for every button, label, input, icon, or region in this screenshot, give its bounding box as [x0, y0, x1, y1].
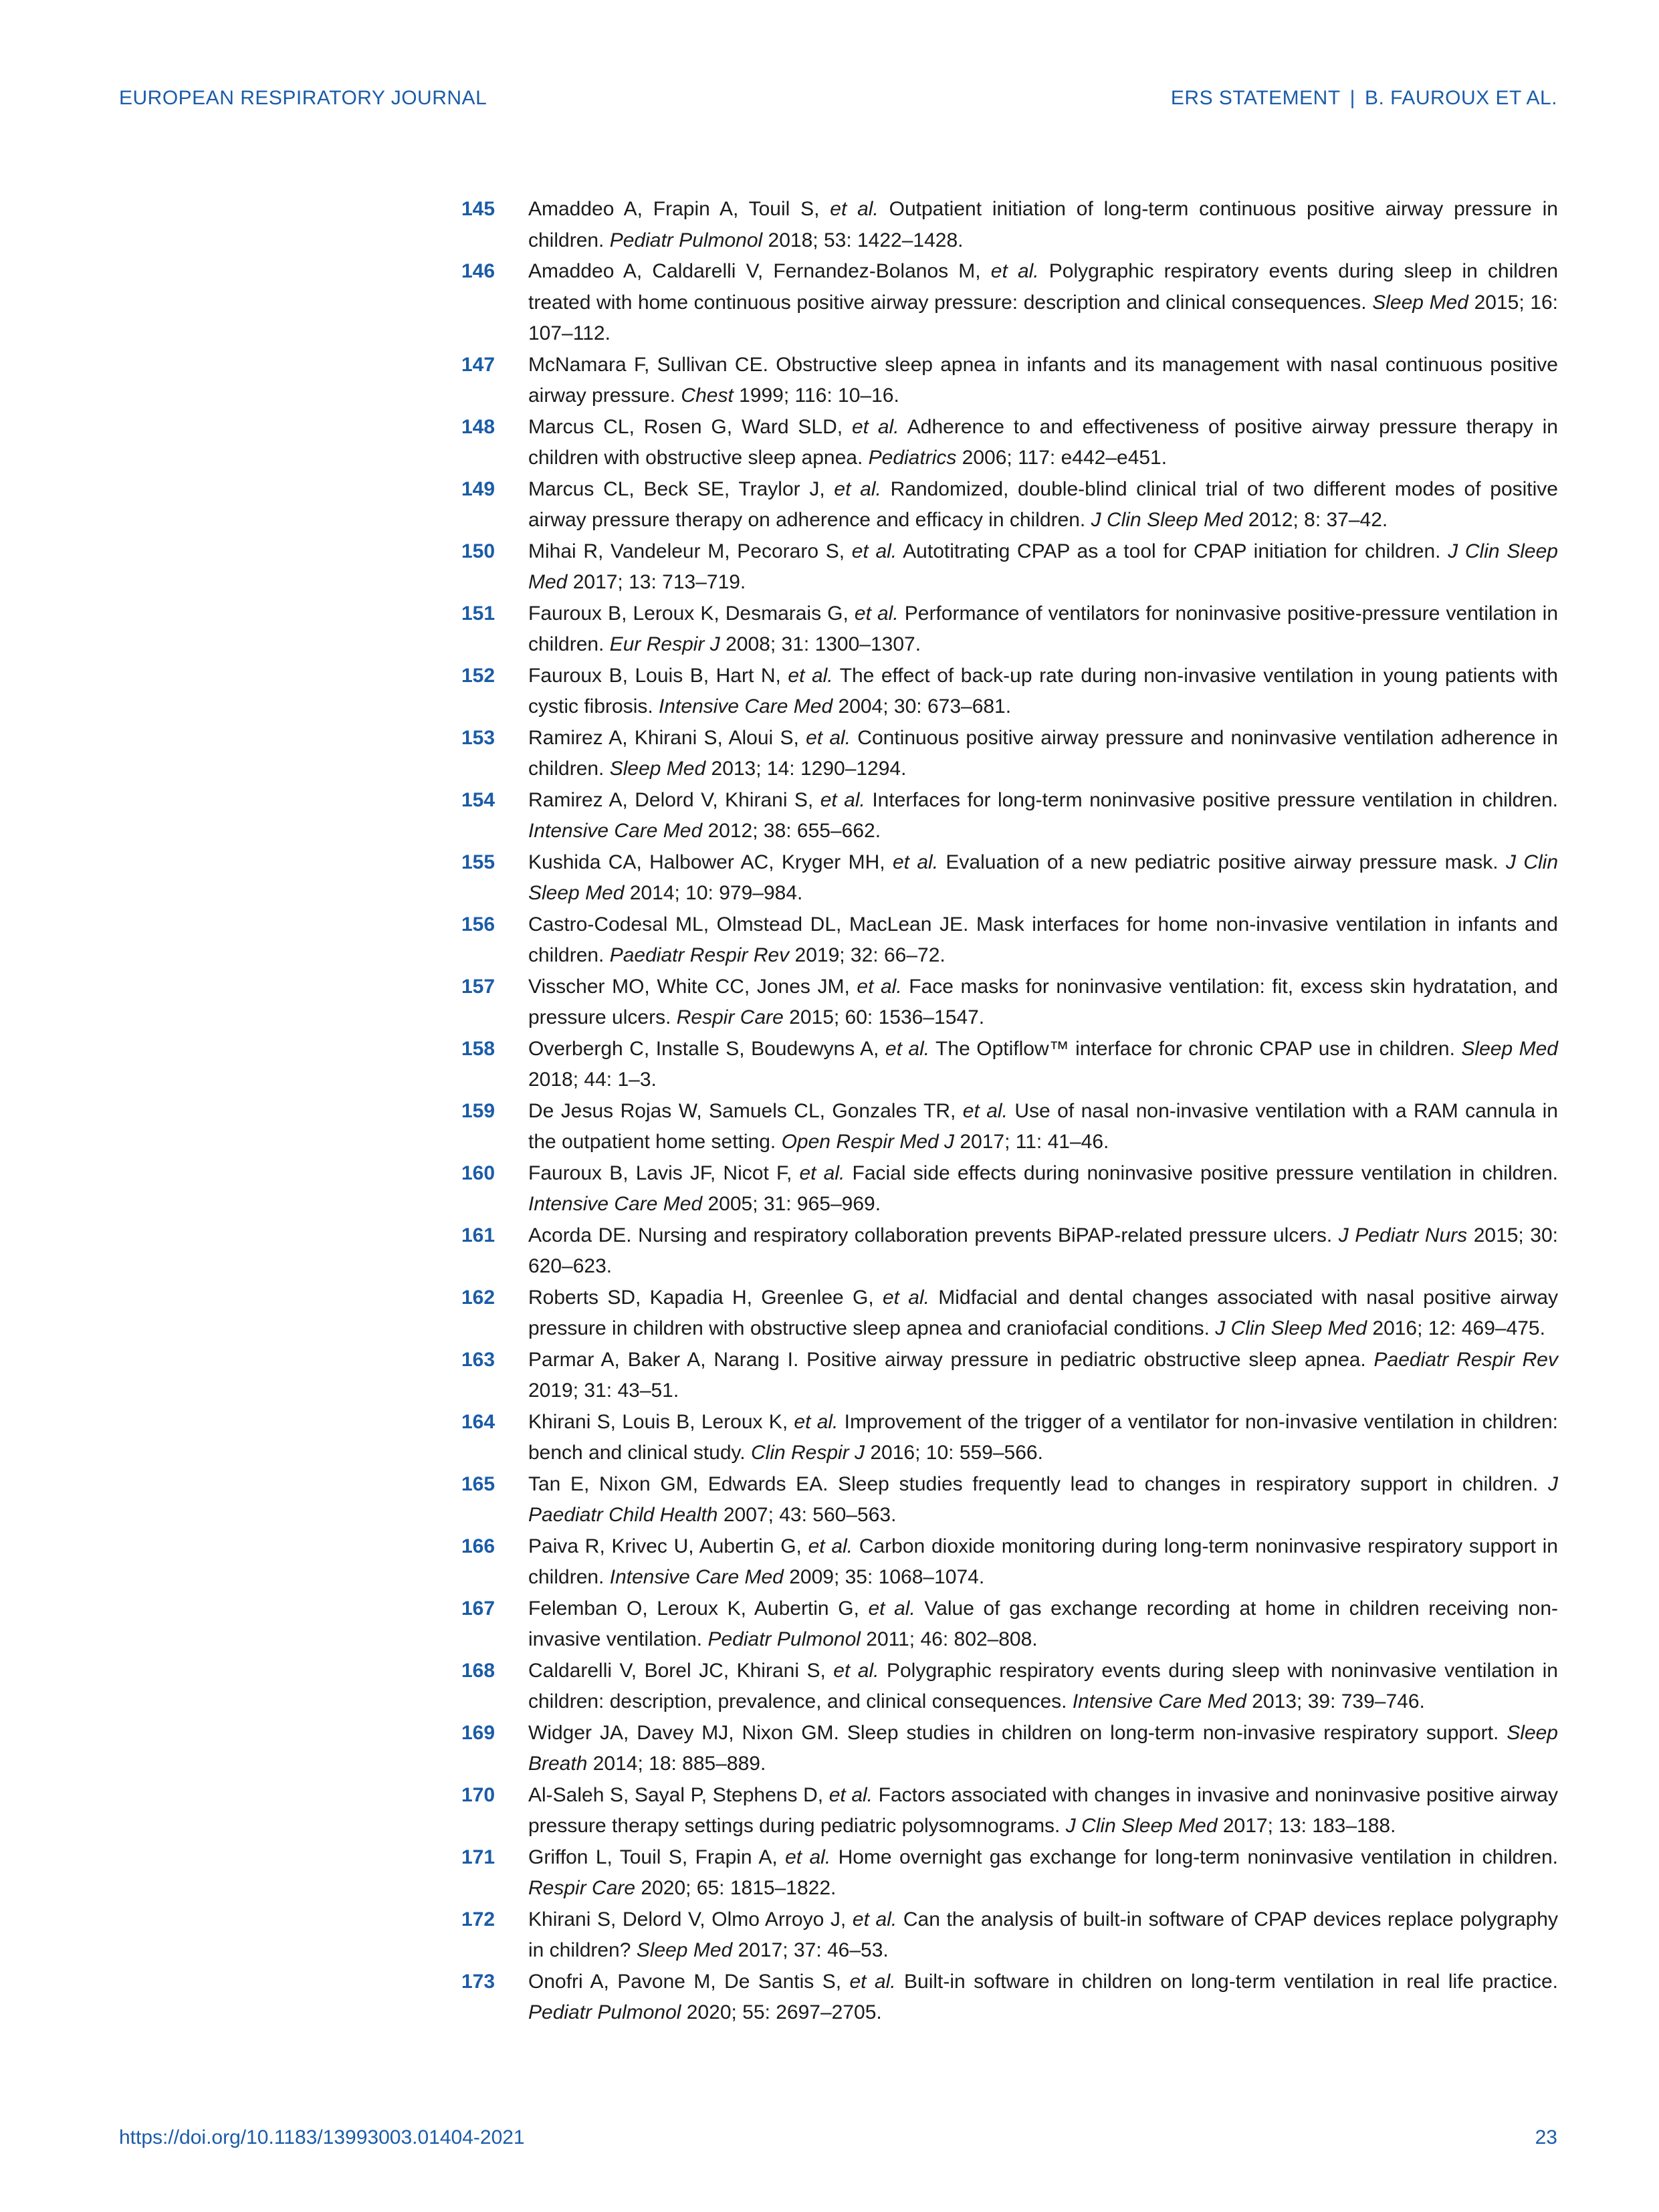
reference-text: [528, 909, 1558, 972]
reference-number: 146: [461, 260, 495, 282]
reference-number: 171: [461, 1846, 495, 1868]
reference-title: Evaluation of a new pediatric positive airway pressure mask.: [938, 851, 1506, 873]
reference-item: [461, 661, 1558, 723]
reference-title: Polygraphic respiratory events during sleep in children treated with home continuous positive airway pressure: description and clinical consequences.: [528, 260, 1559, 314]
reference-etal: et al.: [892, 851, 939, 873]
reference-text: [528, 785, 1558, 847]
reference-title: Facial side effects during noninvasive positive pressure ventilation in children.: [845, 1162, 1558, 1184]
reference-citation: 2016; 12: 469–475.: [1367, 1317, 1545, 1339]
reference-etal: et al.: [830, 198, 879, 220]
reference-title: Face masks for noninvasive ventilation: fit, excess skin hydratation, and pressure ulcers.: [528, 975, 1558, 1028]
reference-number: 158: [461, 1037, 495, 1060]
reference-authors: Widger JA, Davey MJ, Nixon GM. Sleep studies in children on long-term non-invasive respiratory support.: [528, 1721, 1507, 1744]
reference-authors: Fauroux B, Lavis JF, Nicot F,: [528, 1162, 800, 1184]
reference-number: 160: [461, 1162, 495, 1184]
reference-text: [528, 1158, 1558, 1220]
reference-citation: 2009; 35: 1068–1074.: [783, 1566, 985, 1588]
reference-text: [528, 1656, 1558, 1718]
reference-number: 155: [461, 851, 495, 873]
reference-journal: Paediatr Respir Rev: [609, 944, 790, 966]
reference-item: [461, 1656, 1558, 1718]
reference-journal: Paediatr Respir Rev: [1373, 1348, 1558, 1371]
reference-journal: J Paediatr Child Health: [528, 1472, 1558, 1526]
reference-item: [461, 474, 1558, 536]
reference-journal: Sleep Med: [1461, 1037, 1558, 1060]
reference-item: [461, 847, 1558, 909]
reference-authors: Khirani S, Delord V, Olmo Arroyo J,: [528, 1908, 853, 1930]
reference-journal: Intensive Care Med: [659, 695, 833, 717]
reference-title: Improvement of the trigger of a ventilator for non-invasive ventilation in children: bench and clinical study.: [528, 1410, 1559, 1464]
reference-item: [461, 412, 1558, 474]
reference-etal: et al.: [833, 1659, 879, 1682]
reference-journal: Intensive Care Med: [528, 1193, 703, 1215]
reference-item: [461, 1842, 1558, 1904]
reference-number: 161: [461, 1224, 495, 1246]
reference-title: Performance of ventilators for noninvasive positive-pressure ventilation in children.: [528, 602, 1559, 655]
reference-number: 145: [461, 198, 495, 220]
reference-title: Interfaces for long-term noninvasive positive pressure ventilation in children.: [865, 788, 1558, 811]
reference-title: The effect of back-up rate during non-invasive ventilation in young patients with cystic fibrosis.: [528, 664, 1558, 717]
reference-authors: McNamara F, Sullivan CE. Obstructive sleep apnea in infants and its management with nasal continuous positive airway pressure.: [528, 353, 1558, 407]
reference-etal: et al.: [806, 726, 851, 749]
reference-authors: Amaddeo A, Frapin A, Touil S,: [528, 198, 831, 220]
reference-etal: et al.: [851, 540, 897, 562]
reference-citation: 2013; 39: 739–746.: [1246, 1690, 1425, 1712]
reference-authors: Kushida CA, Halbower AC, Kryger MH,: [528, 851, 893, 873]
reference-citation: 2017; 37: 46–53.: [732, 1939, 889, 1961]
reference-authors: Visscher MO, White CC, Jones JM,: [528, 975, 857, 998]
doi-link[interactable]: https://doi.org/10.1183/13993003.01404-2021: [119, 2126, 525, 2148]
reference-journal: J Clin Sleep Med: [528, 851, 1559, 904]
reference-authors: Marcus CL, Rosen G, Ward SLD,: [528, 415, 852, 438]
reference-authors: Paiva R, Krivec U, Aubertin G,: [528, 1535, 808, 1557]
reference-journal: Chest: [681, 384, 734, 407]
reference-text: [528, 1967, 1558, 2029]
reference-number: 157: [461, 975, 495, 998]
reference-item: [461, 909, 1558, 972]
author-label: B. FAUROUX ET AL.: [1364, 87, 1557, 109]
reference-authors: Amaddeo A, Caldarelli V, Fernandez-Bolanos M,: [528, 260, 991, 282]
reference-title: Carbon dioxide monitoring during long-term noninvasive respiratory support in children.: [528, 1535, 1558, 1588]
reference-etal: et al.: [788, 664, 833, 687]
reference-etal: et al.: [852, 1908, 897, 1930]
reference-journal: Sleep Med: [1372, 291, 1468, 314]
reference-authors: Ramirez A, Delord V, Khirani S,: [528, 788, 820, 811]
reference-item: [461, 350, 1558, 412]
reference-journal: Respir Care: [676, 1006, 784, 1028]
reference-item: [461, 1904, 1558, 1967]
reference-citation: 2019; 31: 43–51.: [528, 1379, 679, 1402]
reference-journal: Respir Care: [528, 1877, 636, 1899]
reference-number: 170: [461, 1783, 495, 1806]
page-number: 23: [1535, 2126, 1557, 2148]
reference-number: 168: [461, 1659, 495, 1682]
reference-number: 147: [461, 353, 495, 376]
reference-authors: Griffon L, Touil S, Frapin A,: [528, 1846, 786, 1868]
reference-citation: 2012; 38: 655–662.: [702, 820, 881, 842]
reference-item: [461, 1158, 1558, 1220]
reference-number: 150: [461, 540, 495, 562]
reference-number: 166: [461, 1535, 495, 1557]
reference-item: [461, 1718, 1558, 1780]
reference-item: [461, 1034, 1558, 1096]
reference-journal: J Clin Sleep Med: [528, 540, 1558, 593]
reference-authors: Roberts SD, Kapadia H, Greenlee G,: [528, 1286, 883, 1309]
reference-etal: et al.: [868, 1597, 915, 1620]
reference-number: 153: [461, 726, 495, 749]
reference-etal: et al.: [849, 1970, 896, 1993]
reference-text: [528, 723, 1558, 785]
reference-journal: Intensive Care Med: [1072, 1690, 1246, 1712]
reference-citation: 1999; 116: 10–16.: [733, 384, 899, 407]
reference-etal: et al.: [799, 1162, 845, 1184]
reference-citation: 2005; 31: 965–969.: [702, 1193, 881, 1215]
reference-journal: Pediatr Pulmonol: [609, 229, 763, 251]
reference-citation: 2011; 46: 802–808.: [860, 1628, 1038, 1650]
reference-text: [528, 194, 1558, 256]
reference-text: [528, 972, 1558, 1034]
reference-number: 167: [461, 1597, 495, 1620]
reference-text: [528, 256, 1558, 350]
reference-journal: J Clin Sleep Med: [1215, 1317, 1367, 1339]
reference-authors: Ramirez A, Khirani S, Aloui S,: [528, 726, 806, 749]
reference-authors: Acorda DE. Nursing and respiratory collaboration prevents BiPAP-related pressure ulcers.: [528, 1224, 1339, 1246]
reference-etal: et al.: [882, 1286, 929, 1309]
reference-title: Adherence to and effectiveness of positive airway pressure therapy in children with obstructive sleep apnea.: [528, 415, 1558, 469]
reference-item: [461, 598, 1558, 661]
reference-etal: et al.: [820, 788, 865, 811]
reference-citation: 2014; 10: 979–984.: [624, 882, 803, 904]
reference-journal: Sleep Med: [636, 1939, 733, 1961]
reference-item: [461, 1096, 1558, 1158]
reference-citation: 2016; 10: 559–566.: [865, 1442, 1043, 1464]
reference-text: [528, 1469, 1558, 1531]
reference-text: [528, 661, 1558, 723]
reference-authors: Tan E, Nixon GM, Edwards EA. Sleep studies frequently lead to changes in respiratory support in children.: [528, 1472, 1548, 1495]
reference-title: Value of gas exchange recording at home in children receiving non-invasive ventilation.: [528, 1597, 1558, 1650]
reference-text: [528, 1407, 1558, 1469]
reference-number: 154: [461, 788, 495, 811]
reference-title: Outpatient initiation of long-term continuous positive airway pressure in children.: [528, 198, 1558, 251]
reference-authors: Khirani S, Louis B, Leroux K,: [528, 1410, 794, 1433]
reference-number: 152: [461, 664, 495, 687]
reference-number: 163: [461, 1348, 495, 1371]
reference-text: [528, 1345, 1558, 1407]
reference-item: [461, 1345, 1558, 1407]
reference-journal: Clin Respir J: [750, 1442, 865, 1464]
reference-etal: et al.: [785, 1846, 831, 1868]
reference-item: [461, 1593, 1558, 1656]
reference-title: The Optiflow™ interface for chronic CPAP use in children.: [929, 1037, 1462, 1060]
reference-text: [528, 536, 1558, 598]
reference-item: [461, 972, 1558, 1034]
reference-authors: Onofri A, Pavone M, De Santis S,: [528, 1970, 850, 1993]
reference-number: 173: [461, 1970, 495, 1993]
reference-text: [528, 1096, 1558, 1158]
reference-text: [528, 1593, 1558, 1656]
reference-title: Autotitrating CPAP as a tool for CPAP initiation for children.: [897, 540, 1448, 562]
reference-text: [528, 1531, 1558, 1593]
running-head: [1171, 87, 1557, 110]
reference-authors: Fauroux B, Leroux K, Desmarais G,: [528, 602, 855, 625]
reference-authors: Caldarelli V, Borel JC, Khirani S,: [528, 1659, 834, 1682]
reference-item: [461, 1220, 1558, 1283]
reference-text: [528, 1718, 1558, 1780]
reference-authors: Felemban O, Leroux K, Aubertin G,: [528, 1597, 869, 1620]
journal-title: EUROPEAN RESPIRATORY JOURNAL: [119, 87, 487, 109]
section-label: ERS STATEMENT: [1170, 87, 1341, 109]
reference-journal: Open Respir Med J: [781, 1131, 955, 1153]
reference-etal: et al.: [828, 1783, 873, 1806]
reference-citation: 2014; 18: 885–889.: [587, 1753, 766, 1775]
reference-citation: 2019; 32: 66–72.: [789, 944, 946, 966]
reference-authors: Fauroux B, Louis B, Hart N,: [528, 664, 788, 687]
reference-citation: 2006; 117: e442–e451.: [956, 447, 1168, 469]
reference-authors: Parmar A, Baker A, Narang I. Positive airway pressure in pediatric obstructive sleep apnea.: [528, 1348, 1374, 1371]
reference-journal: Sleep Breath: [528, 1721, 1558, 1775]
reference-item: [461, 256, 1558, 350]
reference-etal: et al.: [990, 260, 1039, 282]
reference-item: [461, 194, 1558, 256]
reference-citation: 2020; 65: 1815–1822.: [635, 1877, 837, 1899]
reference-journal: Sleep Med: [609, 758, 706, 780]
reference-title: Built-in software in children on long-term ventilation in real life practice.: [895, 1970, 1558, 1993]
header-separator: |: [1349, 87, 1355, 109]
reference-citation: 2015; 60: 1536–1547.: [783, 1006, 985, 1028]
reference-text: [528, 1220, 1558, 1283]
reference-journal: Pediatr Pulmonol: [528, 2001, 681, 2023]
reference-text: [528, 1034, 1558, 1096]
reference-item: [461, 723, 1558, 785]
reference-item: [461, 1531, 1558, 1593]
reference-item: [461, 1283, 1558, 1345]
reference-text: [528, 1780, 1558, 1842]
reference-number: 148: [461, 415, 495, 438]
reference-journal: Pediatrics: [868, 447, 957, 469]
reference-item: [461, 536, 1558, 598]
reference-title: Home overnight gas exchange for long-term noninvasive ventilation in children.: [831, 1846, 1558, 1868]
reference-citation: 2008; 31: 1300–1307.: [720, 633, 921, 655]
reference-item: [461, 1407, 1558, 1469]
reference-item: [461, 1967, 1558, 2029]
reference-authors: De Jesus Rojas W, Samuels CL, Gonzales TR,: [528, 1099, 963, 1122]
reference-title: Midfacial and dental changes associated with nasal positive airway pressure in children with obstructive sleep apnea and craniofacial conditions.: [528, 1286, 1558, 1339]
reference-journal: J Pediatr Nurs: [1338, 1224, 1468, 1246]
reference-number: 159: [461, 1099, 495, 1122]
reference-number: 169: [461, 1721, 495, 1744]
reference-citation: 2012; 8: 37–42.: [1242, 509, 1388, 531]
reference-journal: Eur Respir J: [609, 633, 720, 655]
reference-title: Can the analysis of built-in software of CPAP devices replace polygraphy in children?: [528, 1908, 1558, 1961]
reference-number: 165: [461, 1472, 495, 1495]
reference-etal: et al.: [851, 415, 899, 438]
reference-journal: J Clin Sleep Med: [1091, 509, 1243, 531]
reference-etal: et al.: [885, 1037, 930, 1060]
reference-text: [528, 474, 1558, 536]
reference-title: Polygraphic respiratory events during sleep with noninvasive ventilation in children: description, prevalence, and clinical consequences.: [528, 1659, 1558, 1712]
reference-authors: Al-Saleh S, Sayal P, Stephens D,: [528, 1783, 829, 1806]
reference-etal: et al.: [857, 975, 902, 998]
reference-title: Continuous positive airway pressure and noninvasive ventilation adherence in children.: [528, 726, 1558, 780]
reference-text: [528, 412, 1558, 474]
reference-title: Randomized, double-blind clinical trial of two different modes of positive airway pressure therapy on adherence and efficacy in children.: [528, 477, 1558, 531]
reference-citation: 2018; 44: 1–3.: [528, 1069, 657, 1091]
reference-authors: Overbergh C, Installe S, Boudewyns A,: [528, 1037, 885, 1060]
reference-authors: Mihai R, Vandeleur M, Pecoraro S,: [528, 540, 852, 562]
reference-etal: et al.: [834, 477, 881, 500]
reference-text: [528, 1283, 1558, 1345]
reference-citation: 2017; 13: 713–719.: [567, 571, 746, 593]
reference-item: [461, 1469, 1558, 1531]
reference-etal: et al.: [794, 1410, 839, 1433]
reference-journal: Intensive Care Med: [609, 1566, 784, 1588]
reference-citation: 2007; 43: 560–563.: [717, 1504, 897, 1526]
reference-number: 164: [461, 1410, 495, 1433]
reference-title: Factors associated with changes in invasive and noninvasive positive airway pressure therapy settings during pediatric polysomnograms.: [528, 1783, 1558, 1837]
reference-journal: J Clin Sleep Med: [1065, 1815, 1218, 1837]
reference-text: [528, 1904, 1558, 1967]
reference-journal: Intensive Care Med: [528, 820, 703, 842]
reference-number: 156: [461, 913, 495, 935]
reference-text: [528, 847, 1558, 909]
reference-authors: Marcus CL, Beck SE, Traylor J,: [528, 477, 835, 500]
reference-citation: 2020; 55: 2697–2705.: [681, 2001, 882, 2023]
reference-journal: Pediatr Pulmonol: [707, 1628, 861, 1650]
reference-citation: 2004; 30: 673–681.: [833, 695, 1012, 717]
reference-citation: 2015; 30: 620–623.: [528, 1224, 1558, 1277]
reference-list: [461, 194, 1558, 2029]
reference-title: Use of nasal non-invasive ventilation with a RAM cannula in the outpatient home setting.: [528, 1099, 1558, 1153]
reference-citation: 2013; 14: 1290–1294.: [705, 758, 907, 780]
reference-text: [528, 1842, 1558, 1904]
reference-etal: et al.: [808, 1535, 853, 1557]
reference-citation: 2018; 53: 1422–1428.: [762, 229, 964, 251]
reference-etal: et al.: [962, 1099, 1008, 1122]
reference-number: 149: [461, 477, 495, 500]
reference-citation: 2017; 11: 41–46.: [954, 1131, 1109, 1153]
reference-text: [528, 350, 1558, 412]
reference-etal: et al.: [854, 602, 899, 625]
reference-number: 172: [461, 1908, 495, 1930]
reference-number: 162: [461, 1286, 495, 1309]
reference-authors: Castro-Codesal ML, Olmstead DL, MacLean JE. Mask interfaces for home non-invasive ventilation in infants and children.: [528, 913, 1558, 966]
reference-text: [528, 598, 1558, 661]
reference-citation: 2015; 16: 107–112.: [528, 291, 1558, 344]
reference-item: [461, 1780, 1558, 1842]
reference-item: [461, 785, 1558, 847]
reference-number: 151: [461, 602, 495, 625]
reference-citation: 2017; 13: 183–188.: [1217, 1815, 1396, 1837]
